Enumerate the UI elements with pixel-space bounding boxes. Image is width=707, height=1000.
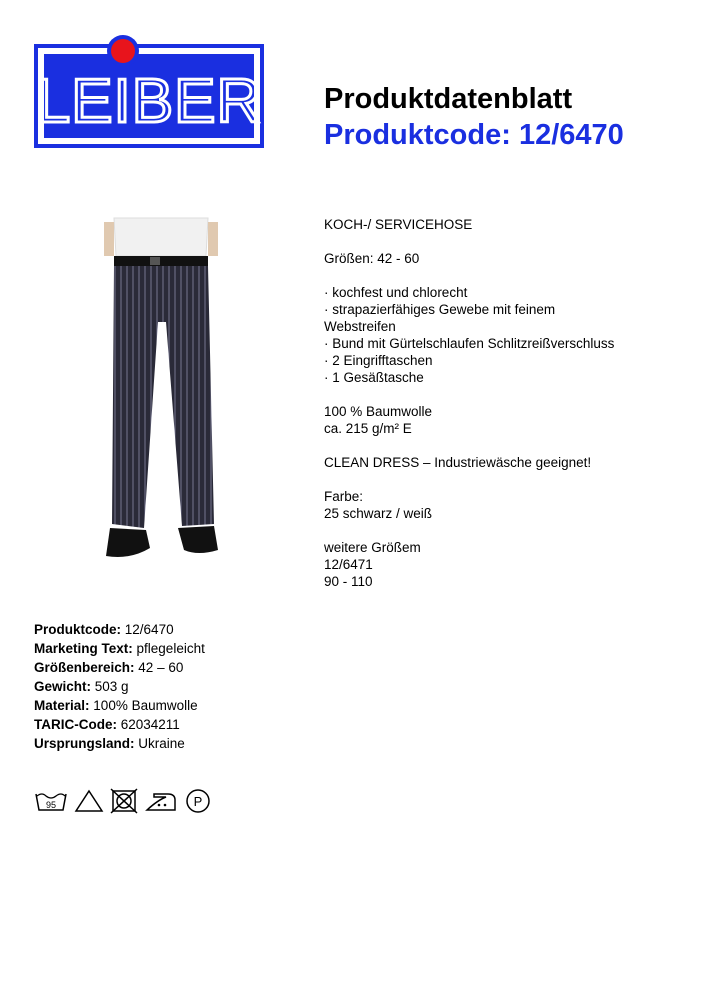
spec-key: Marketing Text: [34, 641, 133, 656]
color-label: Farbe: [324, 489, 364, 504]
feature-item: · strapazierfähiges Gewebe mit feinem [324, 302, 556, 317]
feature-item: · Bund mit Gürtelschlaufen Schlitzreißverschluss [324, 336, 615, 351]
feature-item: · kochfest und chlorecht [324, 285, 468, 300]
spec-value: Ukraine [138, 736, 185, 751]
spec-row [34, 696, 205, 715]
spec-row [34, 715, 205, 734]
logo-graphic [34, 34, 264, 148]
bleach-allowed-icon [74, 788, 104, 814]
product-image [100, 212, 228, 562]
spec-row [34, 658, 205, 677]
product-code-heading: Produktcode: 12/6470 [324, 119, 624, 151]
spec-row [34, 639, 205, 658]
dryclean-letter: P [193, 794, 203, 809]
spec-key: Größenbereich: [34, 660, 135, 675]
color-block [324, 488, 694, 522]
spec-value: 62034211 [120, 717, 180, 732]
spec-key: Material: [34, 698, 90, 713]
color-value: 25 schwarz / weiß [324, 506, 433, 521]
product-name: KOCH-/ SERVICEHOSE [324, 217, 473, 232]
sizes-text: Größen: 42 - 60 [324, 251, 420, 266]
spec-value: pflegeleicht [136, 641, 205, 656]
leiber-logo [34, 34, 264, 148]
material-block [324, 403, 694, 437]
no-tumble-dry-icon [110, 788, 138, 814]
feature-item: · 1 Gesäßtasche [324, 370, 424, 385]
spec-value: 503 g [94, 679, 129, 694]
spec-key: Produktcode: [34, 622, 122, 637]
wash-temp: 95 [45, 800, 57, 810]
iron-medium-icon [144, 788, 178, 814]
clean-dress-note: CLEAN DRESS – Industriewäsche geeignet! [324, 455, 592, 470]
more-sizes-block [324, 539, 694, 590]
professional-clean-p-icon [184, 788, 212, 814]
page-title: Produktdatenblatt [324, 83, 573, 115]
spec-key: TARIC-Code: [34, 717, 117, 732]
logo-text: LEIBER [35, 67, 263, 136]
more-sizes-code: 12/6471 [324, 557, 373, 572]
spec-key: Ursprungsland: [34, 736, 135, 751]
feature-item: Webstreifen [324, 319, 396, 334]
pants-illustration [100, 212, 228, 562]
spec-table [34, 620, 205, 753]
feature-item: · 2 Eingrifftaschen [324, 353, 433, 368]
wash-95-icon [34, 788, 68, 814]
product-description [324, 216, 694, 607]
spec-row [34, 734, 205, 753]
material-line: 100 % Baumwolle [324, 404, 433, 419]
spec-value: 42 – 60 [138, 660, 184, 675]
more-sizes-range: 90 - 110 [324, 574, 373, 589]
feature-list [324, 284, 694, 386]
weight-line: ca. 215 g/m² E [324, 421, 412, 436]
spec-value: 12/6470 [124, 622, 174, 637]
spec-row [34, 620, 205, 639]
spec-key: Gewicht: [34, 679, 92, 694]
header [324, 82, 624, 152]
care-symbols [34, 786, 212, 816]
more-sizes-label: weitere Größem [324, 540, 421, 555]
spec-value: 100% Baumwolle [93, 698, 198, 713]
spec-row [34, 677, 205, 696]
